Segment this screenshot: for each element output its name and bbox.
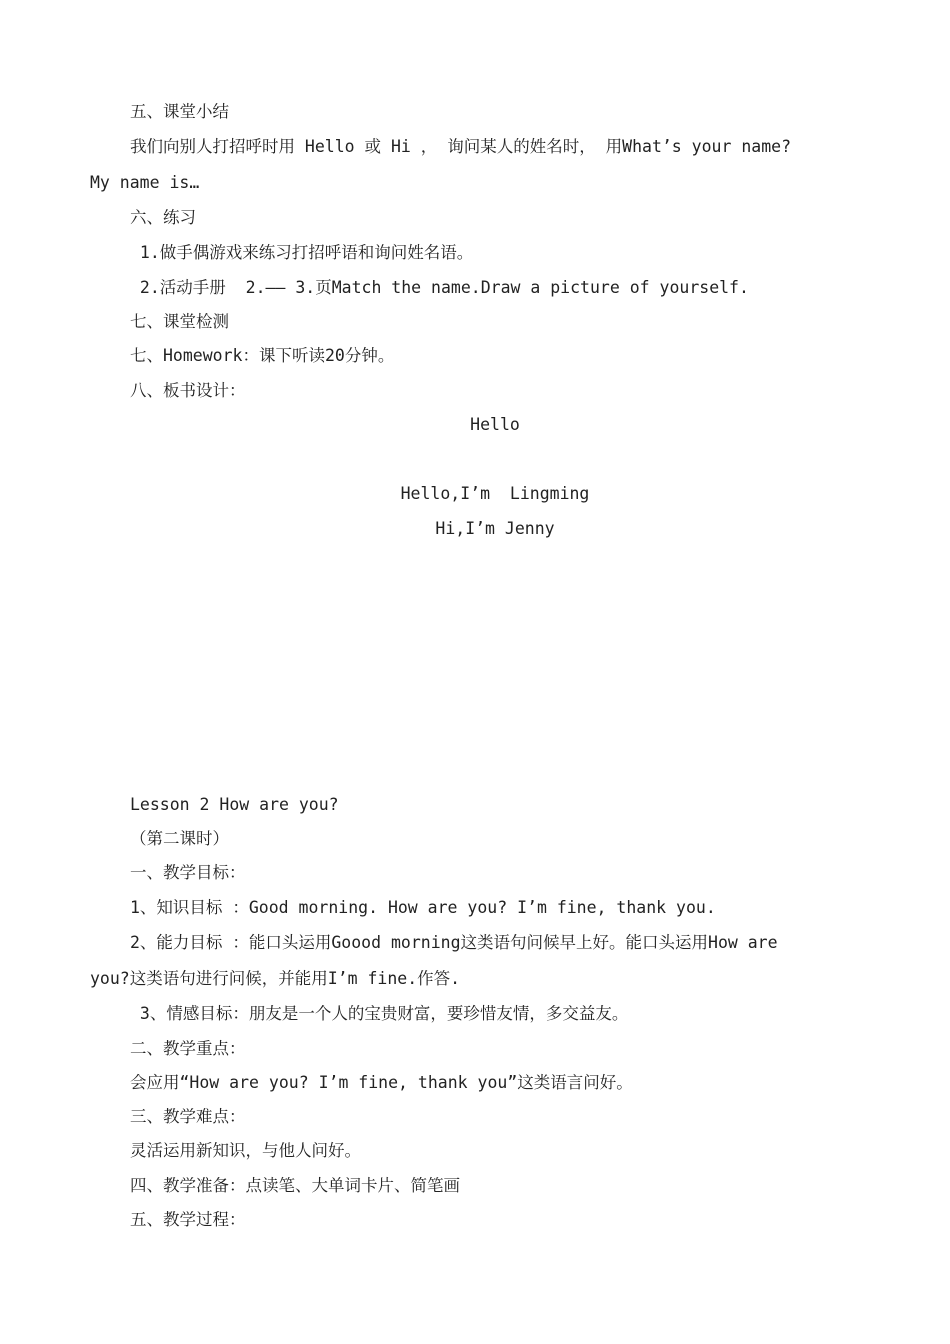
key-points-text: 会应用“How are you? I’m fine, thank you”这类语言问好。	[130, 1073, 633, 1092]
objectives-heading: 一、教学目标：	[130, 863, 246, 882]
summary-text-line1: 我们向别人打招呼时用 Hello 或 Hi ， 询问某人的姓名时， 用What’s your name?	[130, 137, 792, 156]
difficulties-heading: 三、教学难点：	[130, 1107, 246, 1126]
lesson-period: （第二课时）	[130, 829, 229, 848]
homework-text: 七、Homework：课下听读20分钟。	[130, 346, 395, 365]
board-heading: 八、板书设计：	[130, 381, 246, 400]
practice-item-1: 1.做手偶游戏来练习打招呼语和询问姓名语。	[130, 243, 474, 262]
summary-text-line2: My name is…	[90, 173, 200, 192]
practice-item-2: 2.活动手册 2.—— 3.页Match the name.Draw a picture of yourself.	[130, 278, 749, 297]
key-points-heading: 二、教学重点：	[130, 1039, 246, 1058]
preparation-text: 四、教学准备：点读笔、大单词卡片、简笔画	[130, 1176, 460, 1195]
difficulties-text: 灵活运用新知识，与他人问好。	[130, 1141, 361, 1160]
summary-heading: 五、课堂小结	[130, 102, 229, 121]
board-line-1: Hello,I’m Lingming	[400, 484, 590, 503]
process-heading: 五、教学过程：	[130, 1210, 246, 1229]
objective-ability-line2: you?这类语句进行问候，并能用I’m fine.作答.	[90, 969, 461, 988]
check-heading: 七、课堂检测	[130, 312, 229, 331]
objective-emotion: 3、情感目标：朋友是一个人的宝贵财富，要珍惜友情，多交益友。	[130, 1004, 629, 1023]
objective-ability-line1: 2、能力目标 ：能口头运用Goood morning这类语句问候早上好。能口头运用How are	[130, 933, 778, 952]
practice-heading: 六、练习	[130, 208, 196, 227]
objective-knowledge: 1、知识目标 ：Good morning. How are you? I’m fine, thank you.	[130, 898, 716, 917]
lesson-title: Lesson 2 How are you?	[130, 795, 339, 814]
board-title: Hello	[470, 415, 520, 434]
board-line-2: Hi,I’m Jenny	[435, 519, 555, 538]
